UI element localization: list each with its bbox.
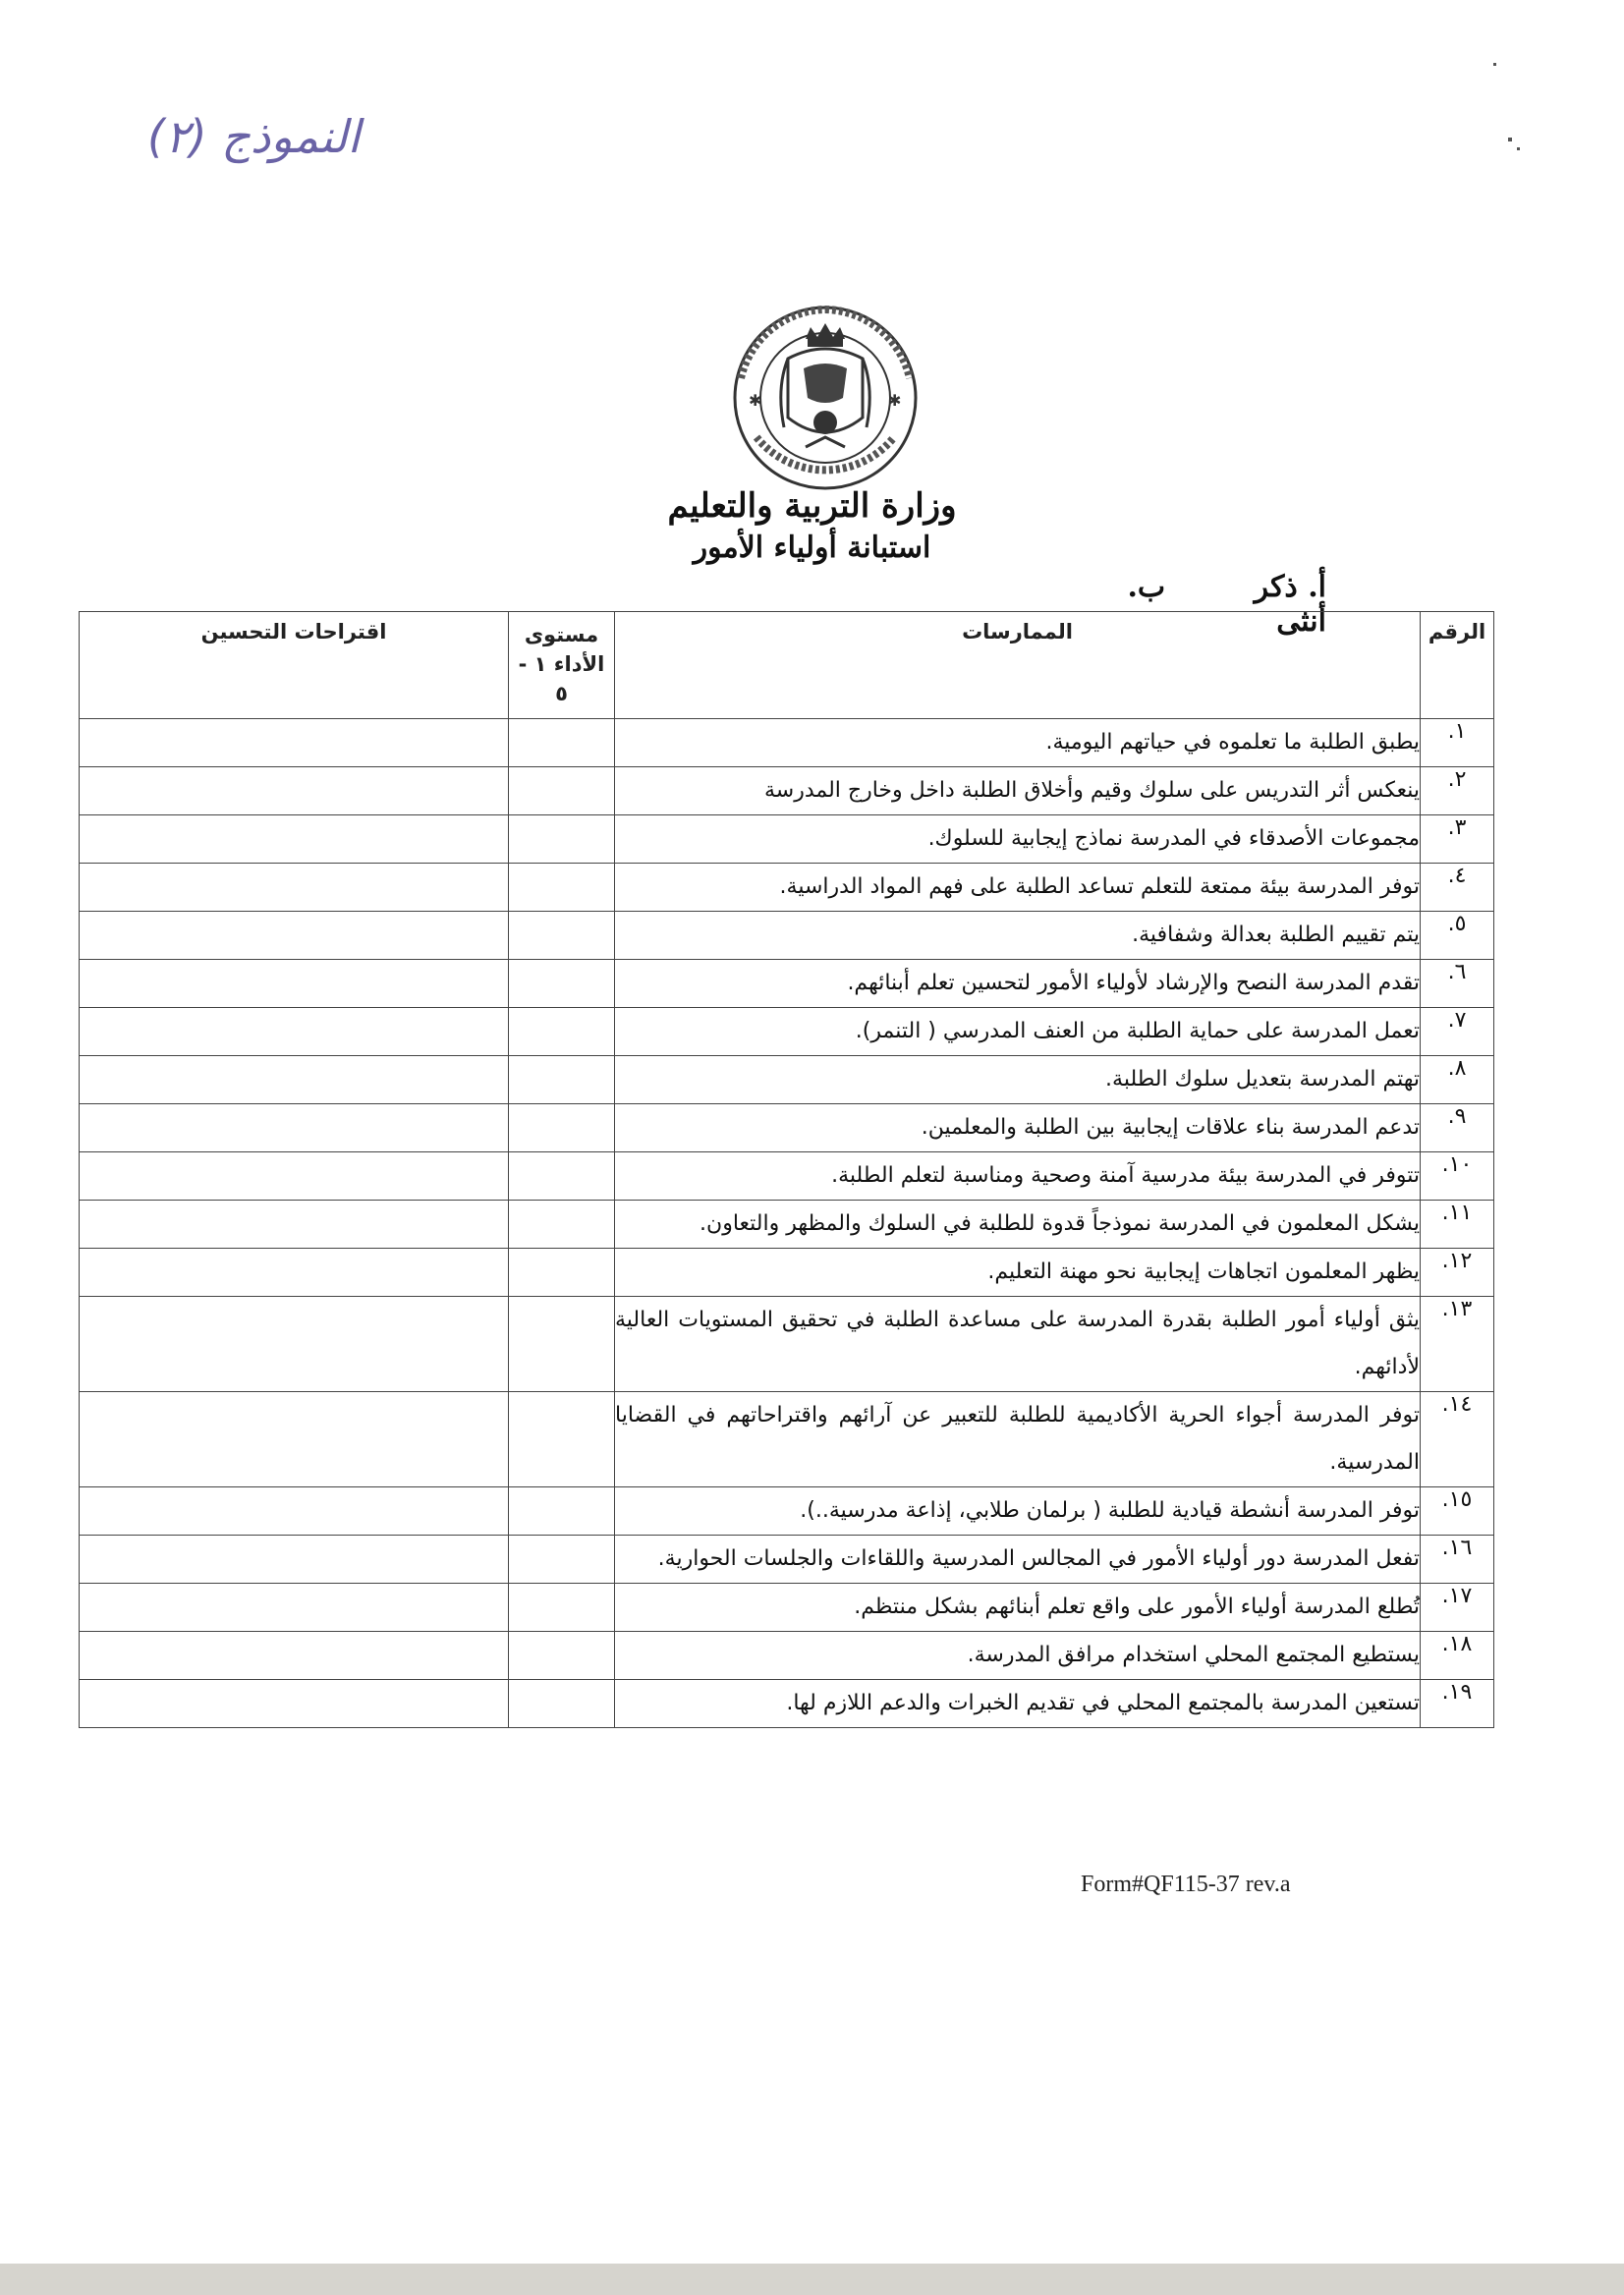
row-number: ٧.	[1421, 1008, 1494, 1056]
scan-edge-band	[0, 2264, 1624, 2295]
handwritten-form-label: النموذج (٢)	[147, 110, 361, 163]
svg-text:✱: ✱	[749, 391, 762, 410]
table-row	[80, 1152, 1494, 1201]
row-suggestion-cell[interactable]	[80, 864, 509, 912]
row-level-cell[interactable]	[509, 1584, 615, 1632]
row-suggestion-cell[interactable]	[80, 1392, 509, 1487]
row-practice-text: تفعل المدرسة دور أولياء الأمور في المجالس المدرسية واللقاءات والجلسات الحوارية.	[615, 1536, 1421, 1584]
row-suggestion-cell[interactable]	[80, 912, 509, 960]
row-number: ٩.	[1421, 1104, 1494, 1152]
table-row	[80, 1008, 1494, 1056]
table-row	[80, 1249, 1494, 1297]
row-practice-text: تدعم المدرسة بناء علاقات إيجابية بين الطلبة والمعلمين.	[615, 1104, 1421, 1152]
row-level-cell[interactable]	[509, 1536, 615, 1584]
table-row	[80, 767, 1494, 815]
table-row	[80, 1632, 1494, 1680]
row-suggestion-cell[interactable]	[80, 1152, 509, 1201]
row-suggestion-cell[interactable]	[80, 1632, 509, 1680]
row-suggestion-cell[interactable]	[80, 1297, 509, 1392]
row-level-cell[interactable]	[509, 1487, 615, 1536]
row-practice-text: تعمل المدرسة على حماية الطلبة من العنف المدرسي ( التنمر).	[615, 1008, 1421, 1056]
row-suggestion-cell[interactable]	[80, 1056, 509, 1104]
ministry-emblem	[727, 300, 924, 496]
row-level-cell[interactable]	[509, 1056, 615, 1104]
table-row	[80, 1487, 1494, 1536]
row-suggestion-cell[interactable]	[80, 767, 509, 815]
table-row	[80, 815, 1494, 864]
row-number: ١٤.	[1421, 1392, 1494, 1487]
row-number: ٨.	[1421, 1056, 1494, 1104]
survey-table	[79, 611, 1494, 1728]
table-row	[80, 1536, 1494, 1584]
scan-speck	[1508, 138, 1512, 141]
row-suggestion-cell[interactable]	[80, 1249, 509, 1297]
row-number: ١٨.	[1421, 1632, 1494, 1680]
table-row	[80, 1104, 1494, 1152]
svg-text:✱: ✱	[888, 391, 902, 410]
row-level-cell[interactable]	[509, 1680, 615, 1728]
scan-speck	[1493, 63, 1496, 66]
gender-female-option[interactable]: ب. أنثى	[1127, 570, 1326, 639]
row-level-cell[interactable]	[509, 1249, 615, 1297]
row-level-cell[interactable]	[509, 1297, 615, 1392]
row-level-cell[interactable]	[509, 912, 615, 960]
row-number: ١٦.	[1421, 1536, 1494, 1584]
row-level-cell[interactable]	[509, 960, 615, 1008]
form-title: استبانة أولياء الأمور	[693, 531, 931, 565]
row-number: ١٥.	[1421, 1487, 1494, 1536]
row-level-cell[interactable]	[509, 1104, 615, 1152]
row-practice-text: يثق أولياء أمور الطلبة بقدرة المدرسة على مساعدة الطلبة في تحقيق المستويات العالية لأدائهم.	[615, 1297, 1421, 1392]
row-suggestion-cell[interactable]	[80, 960, 509, 1008]
table-row	[80, 912, 1494, 960]
row-practice-text: توفر المدرسة أنشطة قيادية للطلبة ( برلمان طلابي، إذاعة مدرسية..).	[615, 1487, 1421, 1536]
row-number: ١١.	[1421, 1201, 1494, 1249]
table-row	[80, 1201, 1494, 1249]
table-row	[80, 1392, 1494, 1487]
row-practice-text: تستعين المدرسة بالمجتمع المحلي في تقديم الخبرات والدعم اللازم لها.	[615, 1680, 1421, 1728]
row-number: ٥.	[1421, 912, 1494, 960]
row-level-cell[interactable]	[509, 1152, 615, 1201]
row-level-cell[interactable]	[509, 767, 615, 815]
column-header-practices: الممارسات	[615, 612, 1421, 719]
table-row	[80, 960, 1494, 1008]
row-level-cell[interactable]	[509, 1392, 615, 1487]
row-number: ١٩.	[1421, 1680, 1494, 1728]
row-suggestion-cell[interactable]	[80, 1487, 509, 1536]
row-suggestion-cell[interactable]	[80, 1680, 509, 1728]
row-suggestion-cell[interactable]	[80, 1201, 509, 1249]
gender-male-option[interactable]: أ. ذكر	[1254, 570, 1326, 604]
row-suggestion-cell[interactable]	[80, 815, 509, 864]
row-suggestion-cell[interactable]	[80, 1584, 509, 1632]
column-header-level: مستوى الأداء ١ - ٥	[509, 612, 615, 719]
row-practice-text: تقدم المدرسة النصح والإرشاد لأولياء الأمور لتحسين تعلم أبنائهم.	[615, 960, 1421, 1008]
row-practice-text: يشكل المعلمون في المدرسة نموذجاً قدوة للطلبة في السلوك والمظهر والتعاون.	[615, 1201, 1421, 1249]
form-code: Form#QF115-37 rev.a	[1081, 1872, 1291, 1897]
table-row	[80, 1680, 1494, 1728]
table-row	[80, 1056, 1494, 1104]
row-practice-text: ينعكس أثر التدريس على سلوك وقيم وأخلاق الطلبة داخل وخارج المدرسة	[615, 767, 1421, 815]
column-header-number: الرقم	[1421, 612, 1494, 719]
row-number: ١٣.	[1421, 1297, 1494, 1392]
row-practice-text: يتم تقييم الطلبة بعدالة وشفافية.	[615, 912, 1421, 960]
row-suggestion-cell[interactable]	[80, 719, 509, 767]
row-suggestion-cell[interactable]	[80, 1104, 509, 1152]
column-header-suggestions: اقتراحات التحسين	[80, 612, 509, 719]
row-practice-text: تهتم المدرسة بتعديل سلوك الطلبة.	[615, 1056, 1421, 1104]
row-number: ١٢.	[1421, 1249, 1494, 1297]
row-number: ١.	[1421, 719, 1494, 767]
row-practice-text: تتوفر في المدرسة بيئة مدرسية آمنة وصحية ومناسبة لتعلم الطلبة.	[615, 1152, 1421, 1201]
row-number: ٢.	[1421, 767, 1494, 815]
row-level-cell[interactable]	[509, 719, 615, 767]
row-level-cell[interactable]	[509, 815, 615, 864]
table-row	[80, 1297, 1494, 1392]
row-practice-text: تُطلع المدرسة أولياء الأمور على واقع تعلم أبنائهم بشكل منتظم.	[615, 1584, 1421, 1632]
table-header-row	[80, 612, 1494, 719]
row-practice-text: توفر المدرسة بيئة ممتعة للتعلم تساعد الطلبة على فهم المواد الدراسية.	[615, 864, 1421, 912]
table-row	[80, 864, 1494, 912]
ministry-name: وزارة التربية والتعليم	[667, 486, 957, 526]
row-practice-text: يستطيع المجتمع المحلي استخدام مرافق المدرسة.	[615, 1632, 1421, 1680]
row-practice-text: يظهر المعلمون اتجاهات إيجابية نحو مهنة التعليم.	[615, 1249, 1421, 1297]
row-level-cell[interactable]	[509, 1201, 615, 1249]
row-level-cell[interactable]	[509, 1632, 615, 1680]
table-row	[80, 719, 1494, 767]
row-practice-text: مجموعات الأصدقاء في المدرسة نماذج إيجابية للسلوك.	[615, 815, 1421, 864]
row-number: ٦.	[1421, 960, 1494, 1008]
scan-speck	[1517, 147, 1520, 150]
row-suggestion-cell[interactable]	[80, 1008, 509, 1056]
table-row	[80, 1584, 1494, 1632]
row-practice-text: توفر المدرسة أجواء الحرية الأكاديمية للطلبة للتعبير عن آرائهم واقتراحاتهم في القضايا المدرسية.	[615, 1392, 1421, 1487]
row-level-cell[interactable]	[509, 864, 615, 912]
row-level-cell[interactable]	[509, 1008, 615, 1056]
row-number: ١٠.	[1421, 1152, 1494, 1201]
row-number: ٣.	[1421, 815, 1494, 864]
row-number: ٤.	[1421, 864, 1494, 912]
row-number: ١٧.	[1421, 1584, 1494, 1632]
row-practice-text: يطبق الطلبة ما تعلموه في حياتهم اليومية.	[615, 719, 1421, 767]
row-suggestion-cell[interactable]	[80, 1536, 509, 1584]
